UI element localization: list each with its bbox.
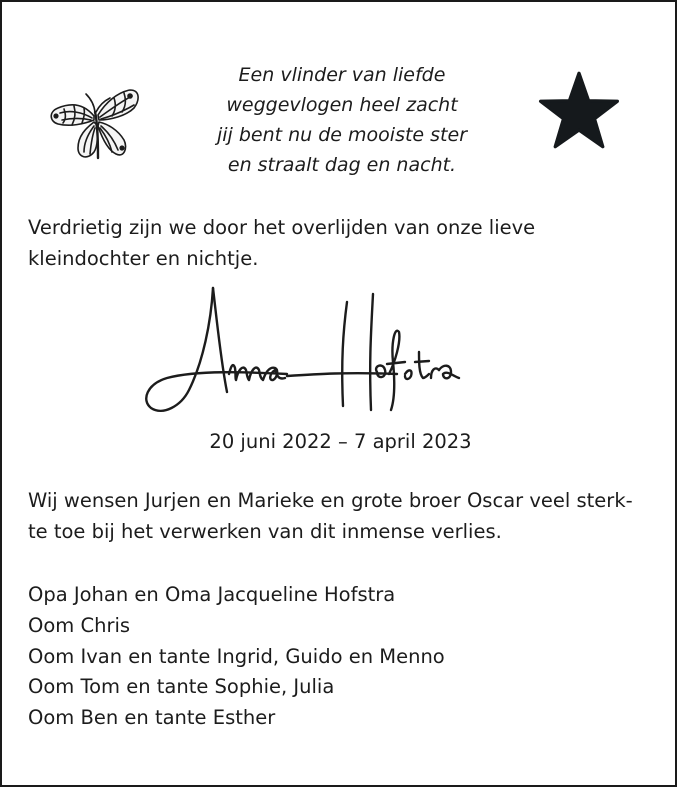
family-member: Oom Ivan en tante Ingrid, Guido en Menno (28, 644, 445, 668)
poem-line: jij bent nu de mooiste ster (216, 124, 468, 146)
intro-text (28, 213, 656, 274)
butterfly-icon (44, 68, 144, 168)
poem (152, 60, 532, 180)
family-member: Opa Johan en Oma Jacqueline Hofstra (28, 583, 396, 606)
wish-text (28, 486, 656, 547)
intro-line: Verdrietig zijn we door het overlijden van onze lieve (28, 216, 536, 239)
signature-script-icon (137, 282, 517, 422)
poem-line: Een vlinder van liefde (238, 64, 446, 86)
life-dates: 20 juni 2022 – 7 april 2023 (209, 430, 472, 453)
signature-name (137, 282, 517, 422)
family-member: Oom Ben en tante Esther (28, 706, 276, 730)
wish-line: Wij wensen Jurjen en Marieke en grote broer Oscar veel sterk- (28, 489, 633, 512)
family-list (28, 580, 656, 734)
intro-line: kleindochter en nichtje. (28, 246, 259, 270)
wish-line: te toe bij het verwerken van dit inmense verlies. (28, 519, 502, 543)
poem-line: weggevlogen heel zacht (226, 94, 458, 116)
family-member: Oom Tom en tante Sophie, Julia (28, 675, 335, 699)
star-icon (537, 70, 621, 150)
family-member: Oom Chris (28, 613, 131, 637)
poem-line: en straalt dag en nacht. (227, 154, 457, 176)
